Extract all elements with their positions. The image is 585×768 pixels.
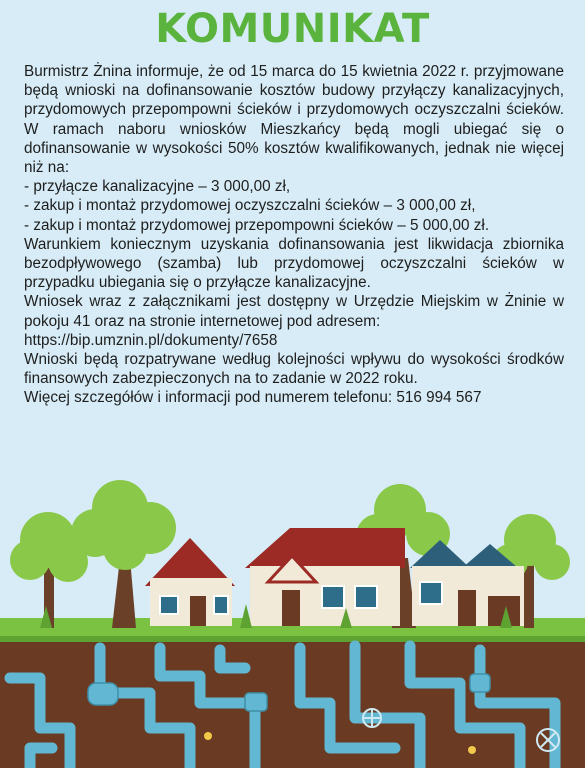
list-item: - przyłącze kanalizacyjne – 3 000,00 zł, — [24, 178, 291, 196]
valve-wheel-icon — [363, 709, 381, 727]
condition-paragraph: Warunkiem koniecznym uzyskania dofinansowania jest likwidacja zbiornika bezodpływowego (szamba) lub przydomowej oczyszczalni ścieków w przypadku ubiegania się o przyłącze kanalizacyjne. — [24, 235, 564, 292]
contact-paragraph: Więcej szczegółów i informacji pod numerem telefonu: 516 994 567 — [24, 389, 482, 407]
page-title: KOMUNIKAT — [155, 6, 430, 52]
list-item: - zakup i montaż przydomowej przepompowni ścieków – 5 000,00 zł. — [24, 216, 490, 234]
application-url: https://bip.umznin.pl/dokumenty/7658 — [24, 331, 278, 349]
announcement-body — [24, 62, 564, 408]
list-item: - zakup i montaż przydomowej oczyszczalni ścieków – 3 000,00 zł, — [24, 197, 476, 215]
application-paragraph: Wniosek wraz z załącznikami jest dostępny w Urzędzie Miejskim w Żninie w pokoju 41 oraz na stronie internetowej pod adresem: — [24, 293, 564, 330]
order-paragraph: Wnioski będą rozpatrywane według kolejności wpływu do wysokości środków finansowych zabezpieczonych na to zadanie w 2022 roku. — [24, 351, 564, 388]
intro-paragraph: Burmistrz Żnina informuje, że od 15 marca do 15 kwietnia 2022 r. przyjmowane będą wnioski na dofinansowanie kosztów budowy przyłączy kanalizacyjnych, przydomowych przepompowni ścieków i przydomowych oczyszczalni ścieków. W ramach naboru wniosków Mieszkańcy będą mogli ubiegać się o dofinansowanie w wysokości 50% kosztów kwalifikowanych, jednak nie więcej niż na: — [24, 63, 564, 177]
gauge-dot-icon — [468, 746, 476, 754]
house-main — [245, 528, 405, 626]
village-illustration — [0, 478, 585, 768]
